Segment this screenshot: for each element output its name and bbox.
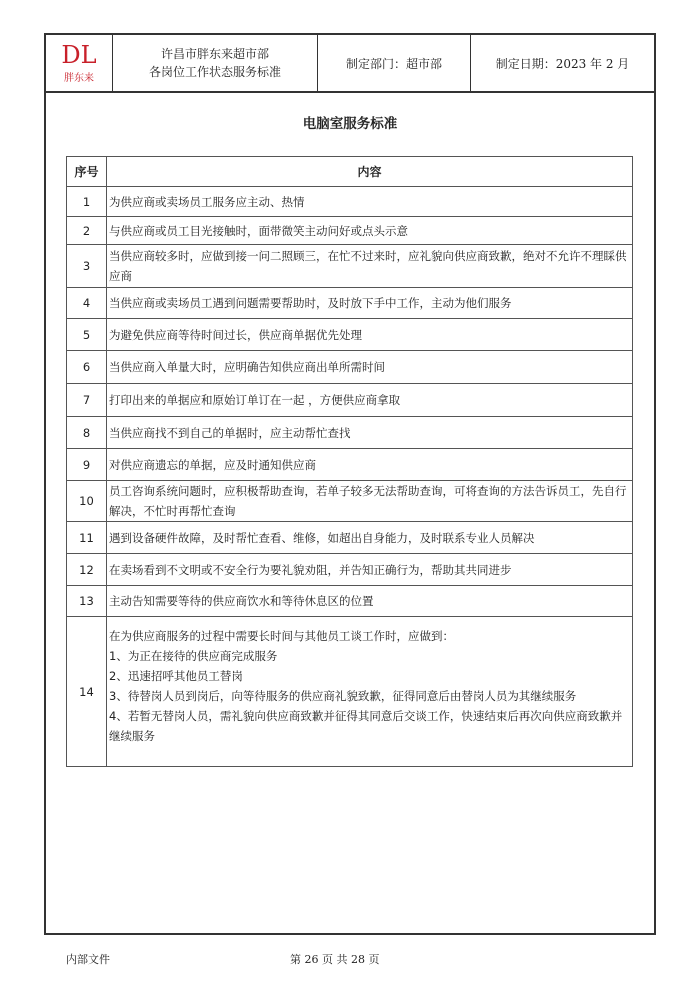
header-title-line1: 许昌市胖东来超市部 [160, 47, 269, 61]
row-content [107, 481, 633, 522]
table-row [67, 586, 633, 617]
header-title [113, 35, 318, 91]
content-line: 遇到设备硬件故障，及时帮忙查看、维修，如超出自身能力，及时联系专业人员解决 [109, 530, 535, 545]
content-line: 为供应商或卖场员工服务应主动、热情 [109, 194, 305, 209]
row-number: 7 [67, 384, 107, 417]
table-row [67, 245, 633, 288]
content-line: 当供应商找不到自己的单据时，应主动帮忙查找 [109, 425, 351, 440]
row-number: 5 [67, 319, 107, 351]
content-line: 主动告知需要等待的供应商饮水和等待休息区的位置 [109, 594, 374, 608]
logo-letters: DL [61, 40, 97, 69]
table-row [67, 319, 633, 351]
header-department: 制定部门：超市部 [318, 35, 471, 91]
column-header-no: 序号 [67, 157, 107, 187]
content-line: 为避免供应商等待时间过长，供应商单据优先处理 [109, 327, 362, 342]
table-row [67, 288, 633, 319]
content-line: 在为供应商服务的过程中需要长时间与其他员工谈工作时，应做到： [109, 628, 454, 643]
footer-page-number: 第 26 页 共 28 页 [290, 953, 380, 966]
row-number: 6 [67, 351, 107, 384]
row-content [107, 288, 633, 319]
service-standard-table [66, 156, 633, 767]
table-header-row [67, 157, 633, 187]
row-content [107, 217, 633, 245]
logo-name: 胖东来 [64, 72, 94, 84]
content-line: 3、待替岗人员到岗后，向等待服务的供应商礼貌致歉，征得同意后由替岗人员为其继续服务 [109, 688, 577, 703]
header-title-line2: 各岗位工作状态服务标准 [148, 65, 281, 79]
content-line: 当供应商或卖场员工遇到问题需要帮助时，及时放下手中工作，主动为他们服务 [109, 296, 512, 310]
row-number: 14 [67, 617, 107, 767]
row-number: 12 [67, 554, 107, 586]
table-row [67, 351, 633, 384]
content-line: 当供应商入单量大时，应明确告知供应商出单所需时间 [109, 360, 385, 374]
header-date: 制定日期：2023 年 2 月 [495, 56, 630, 71]
table-row [67, 449, 633, 481]
document-header [46, 35, 654, 93]
row-content [107, 586, 633, 617]
content-line: 打印出来的单据应和原始订单订在一起 ，方便供应商拿取 [109, 393, 401, 407]
content-line: 1、为正在接待的供应商完成服务 [109, 648, 278, 663]
table-row [67, 187, 633, 217]
table-row [67, 554, 633, 586]
row-content [107, 351, 633, 384]
row-content [107, 384, 633, 417]
row-content [107, 449, 633, 481]
row-number: 11 [67, 522, 107, 554]
row-content [107, 187, 633, 217]
table-row [67, 617, 633, 767]
row-number: 1 [67, 187, 107, 217]
row-number: 3 [67, 245, 107, 288]
table-row [67, 417, 633, 449]
row-number: 10 [67, 481, 107, 522]
document-title: 电脑室服务标准 [302, 116, 398, 132]
content-line: 当供应商较多时，应做到接一问二照顾三，在忙不过来时，应礼貌向供应商致歉，绝对不允许不理睬供应商 [109, 249, 627, 283]
row-content [107, 245, 633, 288]
row-number: 4 [67, 288, 107, 319]
row-content [107, 417, 633, 449]
company-logo [46, 35, 113, 91]
row-number: 9 [67, 449, 107, 481]
content-line: 员工咨询系统问题时，应积极帮助查询，若单子较多无法帮助查询，可将查询的方法告诉员工，先自行解决，不忙时再帮忙查询 [109, 484, 627, 518]
footer-left: 内部文件 [66, 953, 110, 966]
content-line: 2、迅速招呼其他员工替岗 [109, 668, 243, 683]
content-line: 4、若暂无替岗人员，需礼貌向供应商致歉并征得其同意后交谈工作，快速结束后再次向供应商致歉并继续服务 [109, 708, 623, 743]
table-row [67, 481, 633, 522]
row-number: 13 [67, 586, 107, 617]
row-content [107, 522, 633, 554]
table-row [67, 217, 633, 245]
row-content [107, 554, 633, 586]
row-number: 2 [67, 217, 107, 245]
content-line: 与供应商或员工目光接触时，面带微笑主动问好或点头示意 [109, 223, 408, 238]
row-content [107, 617, 633, 767]
table-row [67, 522, 633, 554]
table-row [67, 384, 633, 417]
content-line: 对供应商遗忘的单据，应及时通知供应商 [109, 457, 316, 472]
content-line: 在卖场看到不文明或不安全行为要礼貌劝阻，并告知正确行为，帮助其共同进步 [109, 562, 512, 577]
column-header-content: 内容 [107, 157, 633, 187]
row-content [107, 319, 633, 351]
row-number: 8 [67, 417, 107, 449]
